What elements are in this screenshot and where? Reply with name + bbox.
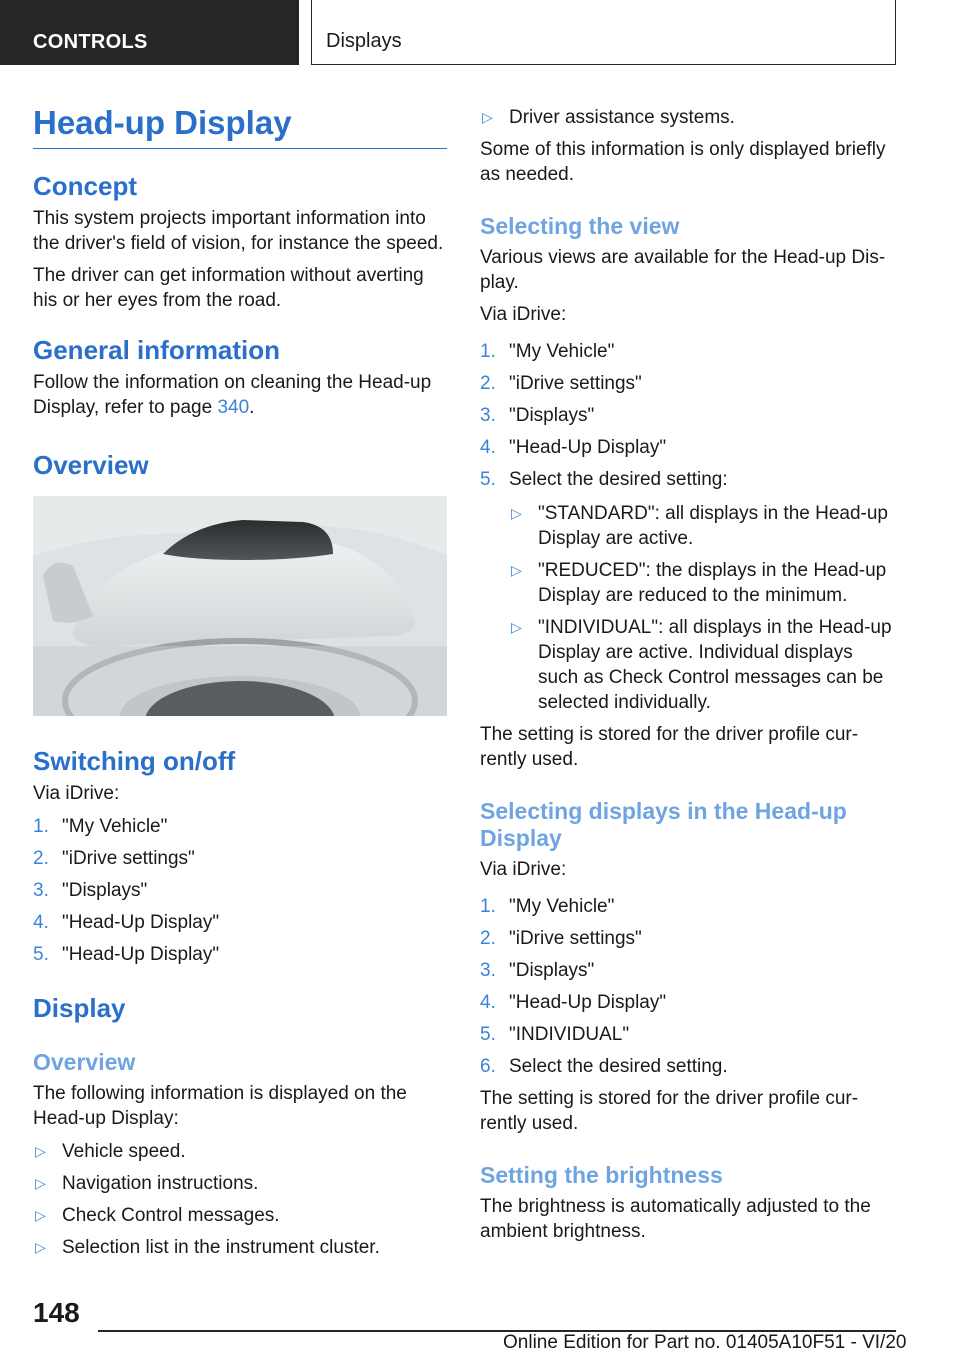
step-number: 3.: [480, 960, 496, 981]
general-text: [33, 370, 447, 420]
triangle-bullet-icon: ▷: [482, 109, 493, 125]
step-text: Select the desired setting:: [509, 469, 728, 490]
step-number: 4.: [480, 437, 496, 458]
switching-heading: Switching on/off: [33, 746, 236, 776]
view-stored-text: The setting is stored for the driver profile currently used.: [480, 724, 859, 770]
step-text: "Head-Up Display": [62, 944, 220, 965]
step-text: "Displays": [509, 405, 595, 426]
selecting-steps: [480, 894, 896, 1079]
list-item: [509, 615, 896, 715]
step-number: 5.: [480, 469, 496, 490]
general-text-after: .: [249, 397, 255, 418]
concept-text-1: This system projects important information into the driver's field of vision, for instance the speed.: [33, 208, 444, 254]
bullet-text: Navigation instructions.: [62, 1173, 259, 1194]
step-number: 6.: [480, 1056, 496, 1077]
bullet-text: Vehicle speed.: [62, 1141, 186, 1162]
step-text: "iDrive settings": [62, 848, 195, 869]
step-number: 2.: [480, 928, 496, 949]
list-item: [480, 435, 896, 460]
triangle-bullet-icon: ▷: [35, 1239, 46, 1255]
step-number: 3.: [33, 880, 49, 901]
list-item: [480, 339, 896, 364]
step-number: 4.: [33, 912, 49, 933]
triangle-bullet-icon: ▷: [35, 1207, 46, 1223]
selecting-stored-text: The setting is stored for the driver profile currently used.: [480, 1088, 859, 1134]
triangle-bullet-icon: ▷: [511, 562, 522, 578]
bullet-text: Check Control messages.: [62, 1205, 280, 1226]
step-number: 1.: [33, 816, 49, 837]
display-heading: Display: [33, 993, 126, 1023]
switching-steps: [33, 814, 447, 967]
page-number: 148: [33, 1297, 80, 1328]
option-text: "STANDARD": all displays in the Head-up Display are active.: [538, 503, 888, 549]
step-text: "Displays": [62, 880, 148, 901]
list-item: [480, 990, 896, 1015]
list-item: [480, 958, 896, 983]
step-text: "INDIVIDUAL": [509, 1024, 630, 1045]
chapter-title: Displays: [311, 0, 896, 65]
step-number: 1.: [480, 341, 496, 362]
list-item: [480, 105, 896, 130]
section-tab: CONTROLS: [0, 0, 299, 65]
step-number: 3.: [480, 405, 496, 426]
step-text: "My Vehicle": [509, 341, 615, 362]
list-item: [480, 371, 896, 396]
step-text: "My Vehicle": [62, 816, 168, 837]
list-item: [480, 1022, 896, 1047]
list-item: [33, 1203, 447, 1228]
general-heading: General information: [33, 335, 281, 365]
edition-text: Online Edition for Part no. 01405A10F51 - VI/20: [503, 1332, 907, 1353]
list-item: [33, 1235, 447, 1260]
triangle-bullet-icon: ▷: [511, 505, 522, 521]
concept-text-2: The driver can get information without averting his or her eyes from the road.: [33, 265, 424, 311]
list-item: [33, 942, 447, 967]
step-text: Select the desired setting.: [509, 1056, 728, 1077]
list-item: [33, 910, 447, 935]
triangle-bullet-icon: ▷: [35, 1143, 46, 1159]
display-bullets: [33, 1139, 447, 1260]
view-heading: Selecting the view: [480, 213, 680, 239]
triangle-bullet-icon: ▷: [511, 619, 522, 635]
list-item: [33, 1139, 447, 1164]
overview-heading: Overview: [33, 450, 149, 480]
switching-intro: Via iDrive:: [33, 783, 120, 804]
concept-heading: Concept: [33, 171, 137, 201]
list-item: [33, 1171, 447, 1196]
list-item: [480, 1054, 896, 1079]
view-text: Various views are available for the Head-up Display.: [480, 247, 886, 293]
display-overview-heading: Overview: [33, 1049, 136, 1075]
step-text: "My Vehicle": [509, 896, 615, 917]
page-title: Head-up Display: [33, 104, 447, 149]
step-number: 1.: [480, 896, 496, 917]
step-text: "Head-Up Display": [509, 437, 667, 458]
step-text: "iDrive settings": [509, 928, 642, 949]
step-number: 2.: [33, 848, 49, 869]
list-item: [509, 501, 896, 551]
list-item: [480, 467, 896, 715]
step-number: 5.: [33, 944, 49, 965]
view-intro: Via iDrive:: [480, 304, 567, 325]
continued-bullets: [480, 105, 896, 130]
step-number: 5.: [480, 1024, 496, 1045]
list-item: [509, 558, 896, 608]
brightness-heading: Setting the brightness: [480, 1162, 723, 1188]
step-number: 4.: [480, 992, 496, 1013]
step-text: "Displays": [509, 960, 595, 981]
dashboard-illustration: [33, 496, 447, 716]
list-item: [33, 814, 447, 839]
brief-info-text: Some of this information is only displayed briefly as needed.: [480, 139, 886, 185]
step-text: "Head-Up Display": [509, 992, 667, 1013]
brightness-text: The brightness is automatically adjusted to the ambient brightness.: [480, 1196, 871, 1242]
page-link[interactable]: 340: [217, 397, 250, 418]
head-up-display-photo: [33, 496, 447, 716]
right-column: [480, 105, 896, 1244]
option-text: "INDIVIDUAL": all displays in the Head-up Display are active. Individual displays such as Check Control messages can be selected individually.: [538, 617, 892, 713]
selecting-heading: Selecting displays in the Head-up Display: [480, 798, 847, 851]
display-intro: The following information is displayed on the Head-up Display:: [33, 1083, 407, 1129]
bullet-text: Driver assistance systems.: [509, 107, 735, 128]
step-text: "Head-Up Display": [62, 912, 220, 933]
list-item: [33, 878, 447, 903]
triangle-bullet-icon: ▷: [35, 1175, 46, 1191]
step-number: 2.: [480, 373, 496, 394]
step-text: "iDrive settings": [509, 373, 642, 394]
view-steps: [480, 339, 896, 715]
list-item: [480, 403, 896, 428]
left-column: [33, 100, 447, 1267]
view-options: [509, 501, 896, 715]
bullet-text: Selection list in the instrument cluster.: [62, 1237, 380, 1258]
list-item: [33, 846, 447, 871]
selecting-intro: Via iDrive:: [480, 859, 567, 880]
list-item: [480, 926, 896, 951]
list-item: [480, 894, 896, 919]
general-text-before: Follow the information on cleaning the Head-up Display, refer to page: [33, 372, 432, 418]
option-text: "REDUCED": the displays in the Head-up Display are reduced to the minimum.: [538, 560, 887, 606]
